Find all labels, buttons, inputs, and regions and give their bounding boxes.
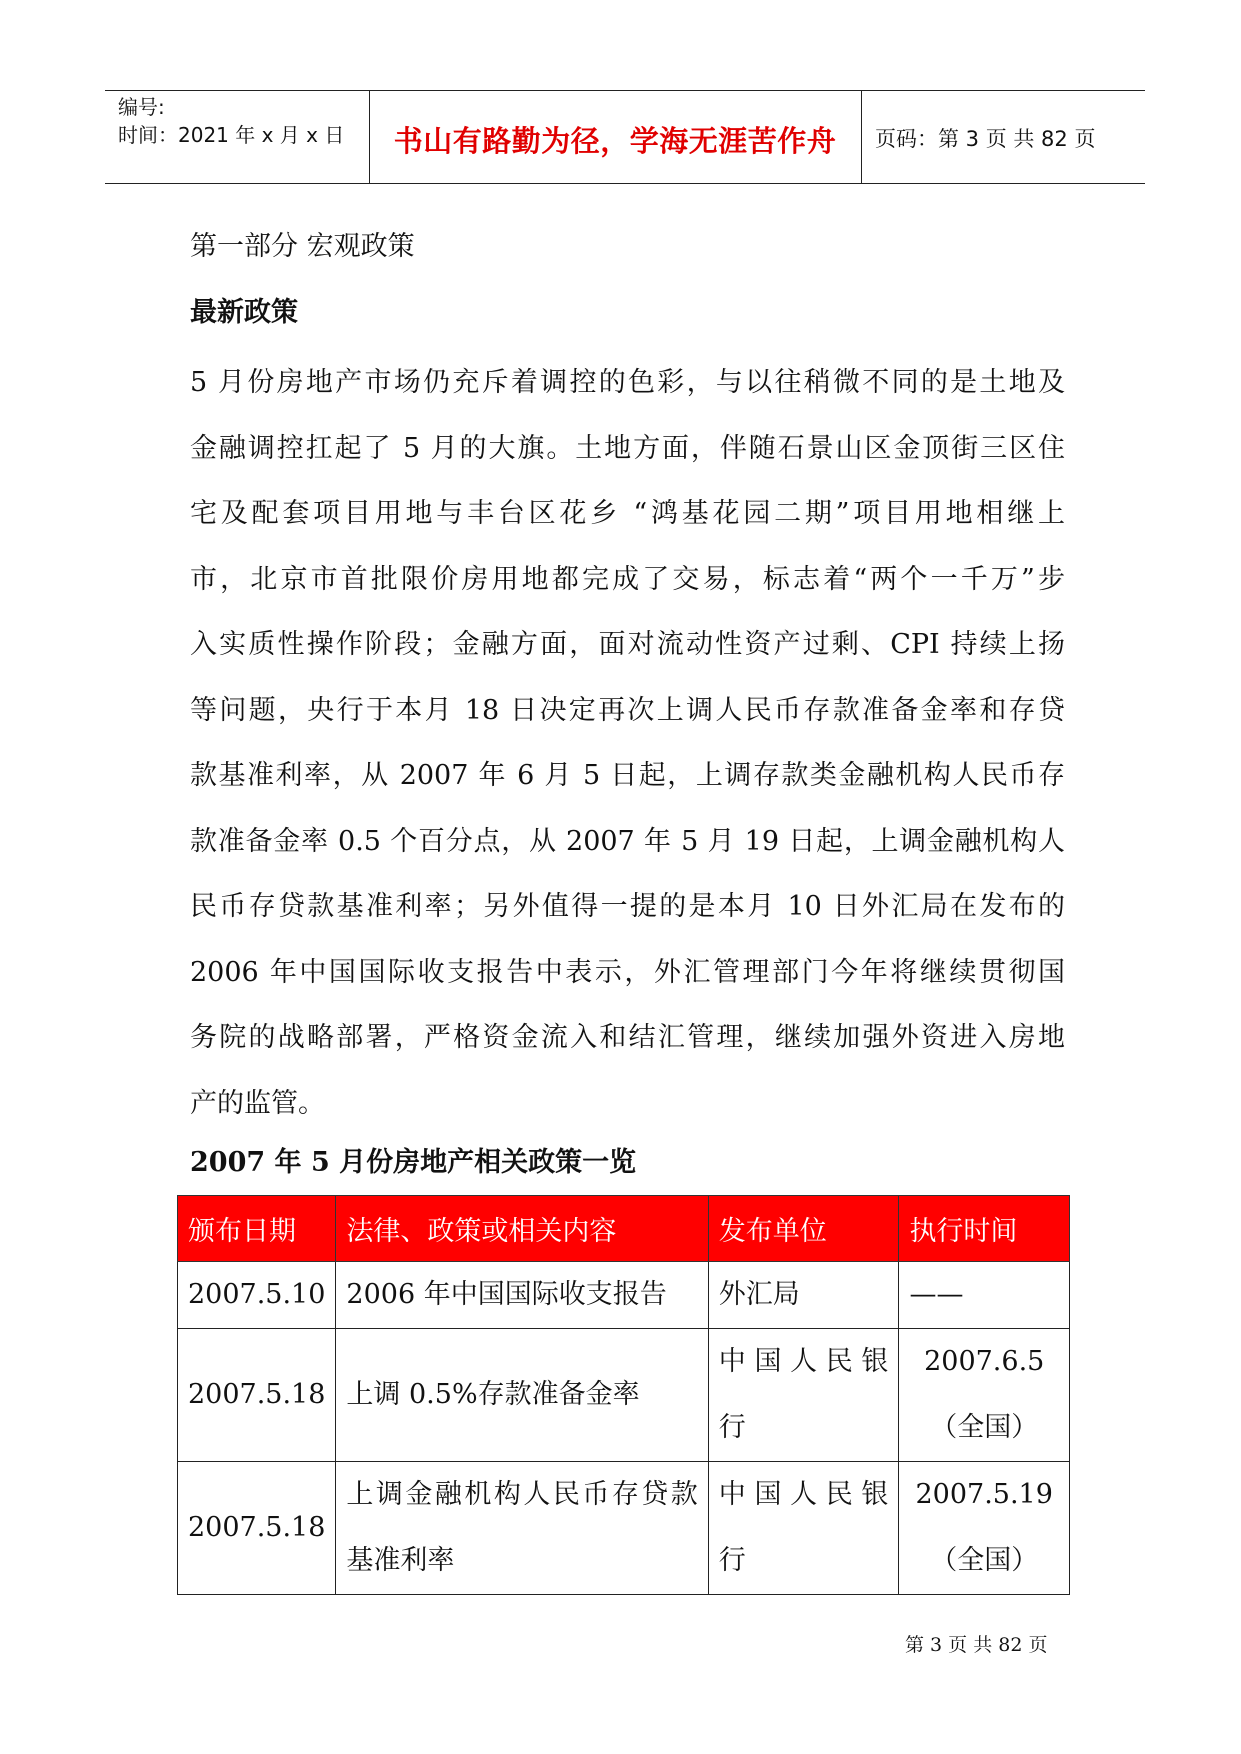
page-footer: 第 3 页 共 82 页 [905, 1634, 1048, 1656]
paragraph-line: 民币存贷款基准利率；另外值得一提的是本月 10 日外汇局在发布的 [190, 891, 1065, 922]
table-row [178, 1262, 1070, 1329]
cell-content-line: 基准利率 [346, 1545, 455, 1576]
cell-exec [899, 1329, 1070, 1462]
header-motto: 书山有路勤为径，学海无涯苦作舟 [393, 124, 837, 158]
paragraph-line: 款准备金率 0.5 个百分点，从 2007 年 5 月 19 日起，上调金融机构人 [190, 825, 1065, 857]
paragraph-line: 产的监管。 [190, 1087, 325, 1119]
cell-issuer [708, 1462, 899, 1595]
page-header [105, 90, 1145, 184]
cell-date: 2007.5.18 [178, 1462, 336, 1595]
cell-issuer-line: 行 [718, 1545, 746, 1576]
paragraph-line: 等问题，央行于本月 18 日决定再次上调人民币存款准备金率和存贷 [190, 694, 1065, 726]
paragraph-line: 市，北京市首批限价房用地都完成了交易，标志着“两个一千万”步 [190, 563, 1065, 595]
cell-issuer-line: 中 国 人 民 银 [718, 1479, 889, 1510]
cell-issuer-line: 中 国 人 民 银 [718, 1346, 889, 1377]
paragraph-line: 5 月份房地产市场仍充斥着调控的色彩，与以往稍微不同的是土地及 [190, 367, 1065, 398]
column-header-date: 颁布日期 [178, 1196, 336, 1262]
header-meta [118, 93, 368, 149]
cell-exec-line: 2007.5.19 [915, 1479, 1053, 1510]
column-header-issuer: 发布单位 [708, 1196, 899, 1262]
cell-date: 2007.5.10 [178, 1262, 336, 1329]
section-title: 最新政策 [190, 297, 298, 328]
cell-issuer [708, 1329, 899, 1462]
cell-date: 2007.5.18 [178, 1329, 336, 1462]
paragraph-line: 2006 年中国国际收支报告中表示，外汇管理部门今年将继续贯彻国 [190, 956, 1065, 988]
number-label: 编号: [118, 95, 165, 119]
cell-exec-line: （全国） [930, 1412, 1039, 1443]
cell-content-line: 上调金融机构人民币存贷款 [346, 1479, 698, 1510]
table-title: 2007 年 5 月份房地产相关政策一览 [190, 1147, 637, 1178]
cell-exec-line: （全国） [930, 1545, 1039, 1576]
column-header-exec: 执行时间 [899, 1196, 1070, 1262]
cell-exec [899, 1462, 1070, 1595]
paragraph-line: 入实质性操作阶段；金融方面，面对流动性资产过剩、CPI 持续上扬 [190, 629, 1065, 660]
cell-issuer-line: 行 [718, 1412, 746, 1443]
cell-content [336, 1462, 708, 1595]
cell-content: 上调 0.5%存款准备金率 [336, 1329, 708, 1462]
policy-table [177, 1195, 1070, 1595]
time-label: 时间：2021 年 x 月 x 日 [118, 123, 345, 147]
body-paragraph [190, 350, 1065, 1136]
cell-exec: —— [899, 1262, 1070, 1329]
paragraph-line: 金融调控扛起了 5 月的大旗。土地方面，伴随石景山区金顶街三区住 [190, 432, 1065, 464]
part-title: 第一部分 宏观政策 [190, 231, 415, 262]
cell-exec-line: 2007.6.5 [924, 1346, 1045, 1377]
cell-content: 2006 年中国国际收支报告 [336, 1262, 708, 1329]
header-divider [369, 91, 370, 183]
table-header-row [178, 1196, 1070, 1262]
paragraph-line: 宅及配套项目用地与丰台区花乡 “鸿基花园二期”项目用地相继上 [190, 498, 1065, 529]
header-divider [861, 91, 862, 183]
column-header-content: 法律、政策或相关内容 [336, 1196, 708, 1262]
header-page-info: 页码：第 3 页 共 82 页 [875, 127, 1096, 151]
table-row [178, 1329, 1070, 1462]
paragraph-line: 务院的战略部署，严格资金流入和结汇管理，继续加强外资进入房地 [190, 1022, 1065, 1053]
table-row [178, 1462, 1070, 1595]
paragraph-line: 款基准利率，从 2007 年 6 月 5 日起，上调存款类金融机构人民币存 [190, 760, 1065, 791]
cell-issuer: 外汇局 [708, 1262, 899, 1329]
